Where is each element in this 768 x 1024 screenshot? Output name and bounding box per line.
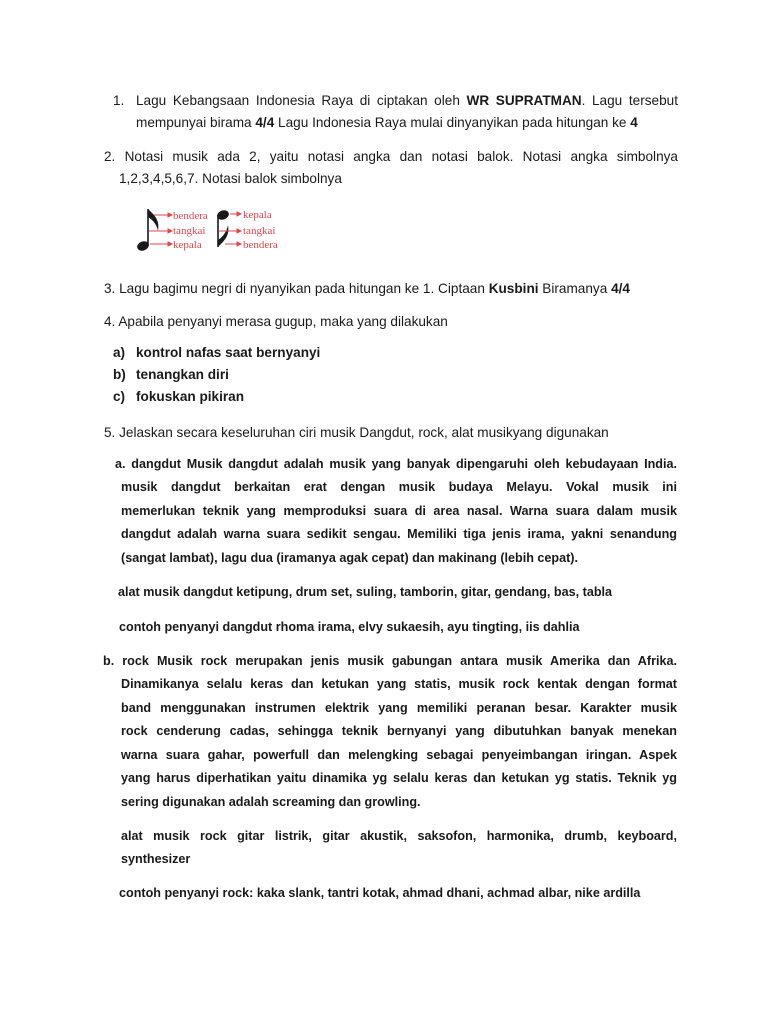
label-bendera-right: bendera	[243, 239, 278, 251]
dangdut-line-4: dangdut adalah warna suara sedikit sengau. Memiliki tiga jenis irama, yakni senandung	[121, 527, 677, 541]
composer-name-2: Kusbini	[488, 281, 539, 296]
note-notation-diagram	[130, 203, 290, 253]
rock-line-6: yang harus diperhatikan yaitu dinamika yg selalu keras dan ketukan yg statis. Teknik yg	[121, 771, 677, 785]
rock-line-1: b. rock Musik rock merupakan jenis musik gabungan antara musik Amerika dan Afrika.	[103, 654, 677, 668]
rock-line-7: sering digunakan adalah screaming dan growling.	[121, 795, 421, 809]
composer-name: WR SUPRATMAN	[466, 93, 582, 108]
label-tangkai-right: tangkai	[243, 225, 276, 237]
dangdut-instruments: alat musik dangdut ketipung, drum set, suling, tamborin, gitar, gendang, bas, tabla	[118, 585, 613, 599]
rock-line-4: rock cenderung cadas, sehingga teknik bernyanyi yang dibutuhkan banyak menekan	[121, 724, 677, 738]
rock-singers: contoh penyanyi rock: kaka slank, tantri kotak, ahmad dhani, achmad albar, nike ardilla	[119, 886, 641, 900]
label-tangkai-left: tangkai	[173, 225, 206, 237]
dangdut-line-3: memerlukan teknik yang memproduksi suara di area nasal. Warna suara dalam musik	[121, 504, 677, 518]
note-stem-down-icon	[216, 209, 230, 247]
rock-line-3: band menggunakan instrumen elektrik yang memiliki peranan besar. Karakter musik	[121, 701, 677, 715]
label-kepala-left: kepala	[173, 239, 202, 251]
question-4: 4. Apabila penyanyi merasa gugup, maka yang dilakukan	[104, 314, 448, 329]
dangdut-singers: contoh penyanyi dangdut rhoma irama, elvy sukaesih, ayu tingting, iis dahlia	[119, 620, 580, 634]
rock-instruments-line-2: synthesizer	[121, 852, 191, 866]
rock-instruments-line-1: alat musik rock gitar listrik, gitar akustik, saksofon, harmonika, drumb, keyboard,	[121, 829, 677, 843]
question-3: 3. Lagu bagimu negri di nyanyikan pada hitungan ke 1. Ciptaan Kusbini Biramanya 4/4	[104, 281, 630, 296]
label-bendera-left: bendera	[173, 210, 208, 222]
dangdut-line-5: (sangat lambat), lagu dua (iramanya agak cepat) dan makinang (lebih cepat).	[121, 551, 578, 565]
rock-line-2: Dinamikanya selalu keras dan ketukan yang statis, musik rock kentak dengan format	[121, 677, 677, 691]
question-2-line-2: 1,2,3,4,5,6,7. Notasi balok simbolnya	[119, 171, 342, 186]
dangdut-line-1: a. dangdut Musik dangdut adalah musik yang banyak dipengaruhi oleh kebudayaan India.	[115, 457, 677, 471]
dangdut-line-2: musik dangdut berkaitan erat dengan musik budaya Melayu. Vokal musik ini	[121, 480, 677, 494]
document-page: 1. Lagu Kebangsaan Indonesia Raya di ciptakan oleh WR SUPRATMAN. Lagu tersebut mempunyai birama 4/4 Lagu Indonesia Raya mulai dinyanyikan pada hitungan ke 4 2. Notasi musik ada 2, yaitu notasi angka dan notasi balok. Notasi angka simbolnya 1,2,3,4,5,6,7. Notasi balok simbolnya bendera tangkai kepala kepala tangkai bendera 3. Lagu bagimu negri di nyanyikan pada hitungan ke 1. Ciptaan Kusbini Biramanya 4/4 4. Apabila penyanyi merasa gugup, maka yang dilakukan a) kontrol nafas saat bernyanyi b) tenangkan diri c) fokuskan pikiran 5. Jelaskan secara keseluruhan ciri musik Dangdut, rock, alat musikyang digunakan a. dangdut Musik dangdut adalah musik yang banyak dipengaruhi oleh kebudayaan India. musik dangdut berkaitan erat dengan musik budaya Melayu. Vokal musik ini memerlukan teknik yang memproduksi suara di area nasal. Warna suara dalam musik dangdut adalah warna suara sedikit sengau. Memiliki tiga jenis irama, yakni senandung (sangat lambat), lagu dua (iramanya agak cepat) dan makinang (lebih cepat). alat musik dangdut ketipung, drum set, suling, tamborin, gitar, gendang, bas, tabla contoh penyanyi dangdut rhoma irama, elvy sukaesih, ayu tingting, iis dahlia b. rock Musik rock merupakan jenis musik gabungan antara musik Amerika dan Afrika. Dinamikanya selalu keras dan ketukan yang statis, musik rock kentak dengan format band menggunakan instrumen elektrik yang memiliki peranan besar. Karakter musik rock cenderung cadas, sehingga teknik bernyanyi yang dibutuhkan banyak menekan warna suara gahar, powerfull dan melengking sebagai penyeimbangan iringan. Aspek yang harus diperhatikan yaitu dinamika yg selalu keras dan ketukan yg statis. Teknik yg sering digunakan adalah screaming dan growling. alat musik rock gitar listrik, gitar akustik, saksofon, harmonika, drumb, keyboard, synthesizer contoh penyanyi rock: kaka slank, tantri kotak, ahmad dhani, achmad albar, nike ardilla	[0, 0, 768, 1024]
label-kepala-right: kepala	[243, 209, 272, 221]
question-1-number: 1.	[113, 93, 125, 108]
rock-line-5: warna suara gahar, powerfull dan melengking sebagai penyeimbangan iringan. Aspek	[121, 748, 677, 762]
question-5: 5. Jelaskan secara keseluruhan ciri musik Dangdut, rock, alat musikyang digunakan	[104, 425, 609, 440]
question-1-line-1: Lagu Kebangsaan Indonesia Raya di ciptakan oleh WR SUPRATMAN. Lagu tersebut	[136, 93, 678, 108]
question-1-line-2: mempunyai birama 4/4 Lagu Indonesia Raya mulai dinyanyikan pada hitungan ke 4	[136, 115, 638, 130]
question-2-line-1: 2. Notasi musik ada 2, yaitu notasi angka dan notasi balok. Notasi angka simbolnya	[104, 149, 678, 164]
